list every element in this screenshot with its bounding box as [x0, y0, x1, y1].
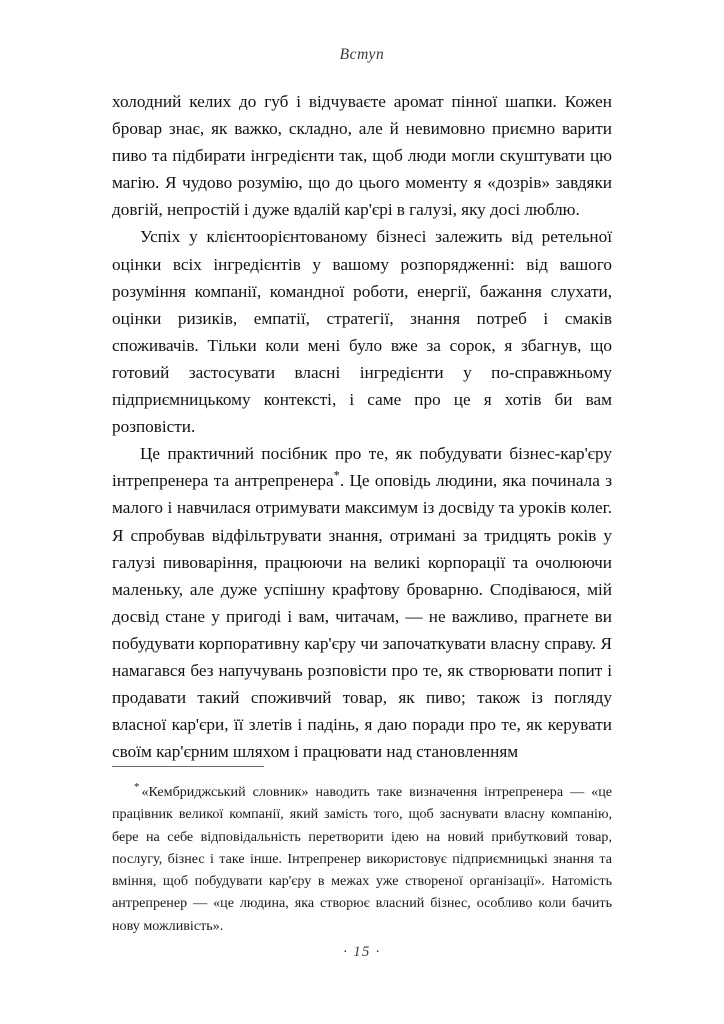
footnote-marker: * — [134, 781, 140, 794]
paragraph-guide — [112, 440, 612, 765]
body-text-block — [112, 88, 612, 765]
paragraph-continued: холодний келих до губ і відчуваєте аромат пінної шапки. Кожен бровар знає, як важко, складно, але й невимовно приємно варити пиво та підбирати інгредієнти так, щоб люди могли скуштувати цю магію. Я чудово розумію, що до цього моменту я «дозрів» завдяки довгій, непростій і дуже вдалій кар'єрі в галузі, яку досі люблю. — [112, 92, 612, 220]
footnote-reference-marker[interactable]: * — [333, 468, 340, 483]
footnote — [112, 781, 612, 937]
footnote-body-text: «Кембриджський словник» наводить таке визначення інтрепренера — «це працівник великої компанії, який замість того, щоб заснувати власну компанію, бере на себе відповідальність перетворити ідею на новий прибутковий товар, послугу, бізнес і таке інше. Інтрепренер використовує підприємницькі знання та вміння, щоб побудувати кар'єру в межах уже створеної організації». Натомість антрепренер — «це людина, яка створює власний бізнес, особливо коли бачить нову можливість». — [112, 784, 612, 934]
running-head: Вступ — [339, 46, 385, 63]
footnote-separator-rule — [112, 766, 264, 767]
paragraph-guide-text-after-footnote: . Це оповідь людини, яка починала з малого і навчилася отримувати максимум із досвіду та уроків колег. Я спробував відфільтрувати знання, отримані за тридцять років у галузі пивоваріння, працюючи на великі корпорації та очолюючи маленьку, але дуже успішну крафтову броварню. Сподіваюся, мій досвід стане у пригоді і вам, читачам, — не важливо, прагнете ви побудувати корпоративну кар'єру чи започаткувати власну справу. Я намагався без напучувань розповісти про те, як створювати попит і продавати такий споживчий товар, як пиво; також із погляду власної кар'єри, її злетів і падінь, я даю поради про те, як керувати своїм кар'єрним шляхом і працювати над становленням — [112, 471, 613, 762]
page-number: · 15 · — [343, 944, 381, 960]
footnote-area — [112, 766, 612, 937]
paragraph-success: Успіх у клієнтоорієнтованому бізнесі залежить від ретельної оцінки всіх інгредієнтів у вашому розпорядженні: від вашого розуміння компанії, командної роботи, енергії, бажання слухати, оцінки ризиків, емпатії, стратегії, знання потреб і смаків споживачів. Тільки коли мені було вже за сорок, я збагнув, що готовий застосувати власні інгредієнти у по-справжньому підприємницькому контексті, і саме про це я хотів би вам розповісти. — [112, 227, 612, 437]
paragraph-guide-text-before-footnote: Це практичний посібник про те, як побудувати бізнес-кар'єру інтрепренера та антрепренера — [112, 444, 612, 491]
